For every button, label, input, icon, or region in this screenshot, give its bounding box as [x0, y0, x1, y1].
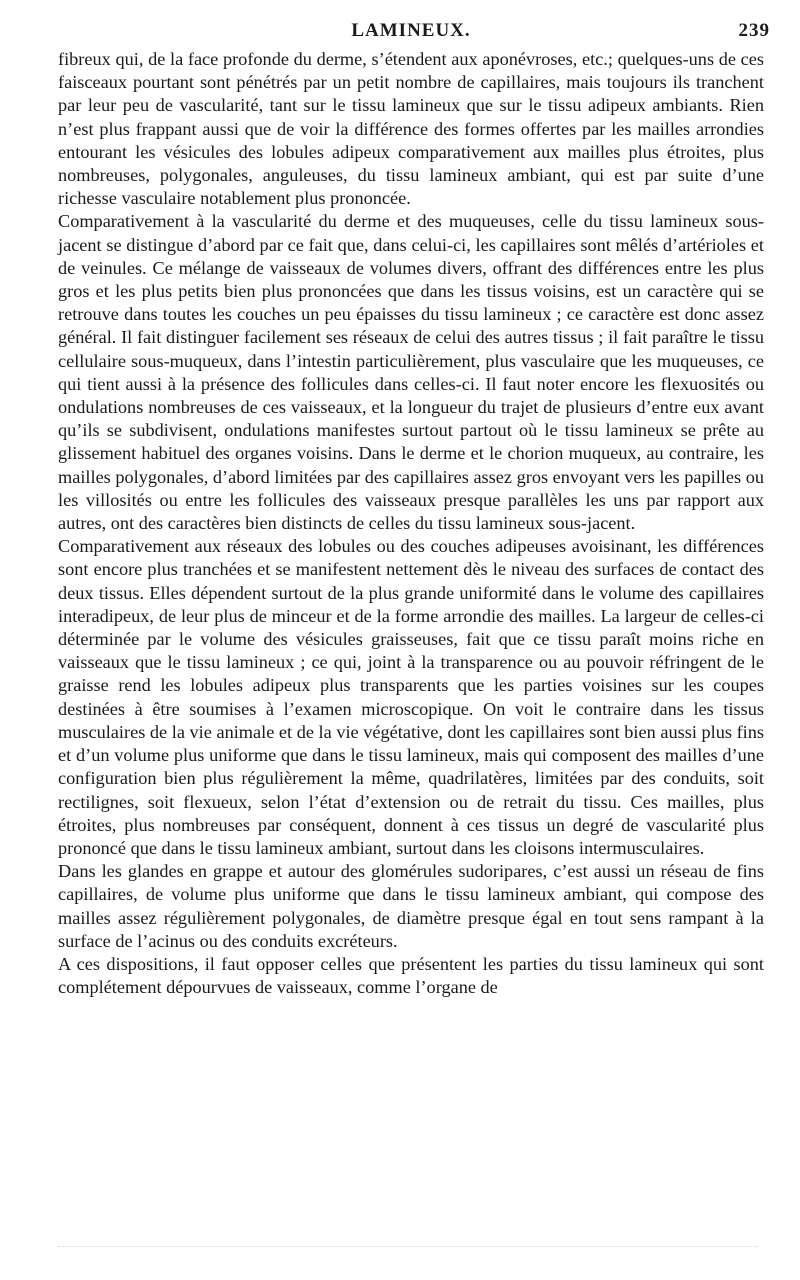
running-title: LAMINEUX.: [351, 20, 471, 41]
paragraph-5: A ces dispositions, il faut opposer celles que présentent les parties du tissu lamineux qui sont complétement dépourvues de vaisseaux, comme l’organe de: [58, 953, 764, 998]
running-head: [58, 18, 770, 48]
paragraph-2: Comparativement à la vascularité du derme et des muqueuses, celle du tissu lamineux sous-jacent se distingue d’abord par ce fait que, dans celui-ci, les capillaires sont mêlés d’artérioles et de veinules. Ce mélange de vaisseaux de volumes divers, offrant des différences entre les plus gros et les plus petits bien plus prononcées que dans les tissus voisins, est un caractère qui se retrouve dans toutes les couches un peu épaisses du tissu lamineux ; ce caractère est donc assez général. Il fait distinguer facilement ses réseaux de celui des autres tissus ; il fait paraître le tissu cellulaire sous-muqueux, dans l’intestin particulièrement, plus vasculaire que les muqueuses, ce qui tient aussi à la présence des follicules dans celles-ci. Il faut noter encore les flexuosités ou ondulations nombreuses de ces vaisseaux, et la longueur du trajet de plusieurs d’entre eux avant qu’ils se subdivisent, ondulations manifestes surtout partout où le tissu lamineux se prête au glissement habituel des organes voisins. Dans le derme et le chorion muqueux, au contraire, les mailles polygonales, d’abord limitées par des capillaires assez gros envoyant vers les papilles ou les villosités ou entre les follicules des vaisseaux presque parallèles les uns par rapport aux autres, ont des caractères bien distincts de celles du tissu lamineux sous-jacent.: [58, 211, 764, 534]
book-page: [58, 18, 770, 999]
page-number: 239: [738, 20, 770, 41]
paragraph-3: Comparativement aux réseaux des lobules ou des couches adipeuses avoisinant, les différences sont encore plus tranchées et se manifestent nettement dès le niveau des surfaces de contact des deux tissus. Elles dépendent surtout de la plus grande uniformité dans le volume des capillaires interadipeux, de leur plus de minceur et de la forme arrondie des mailles. La largeur de celles-ci déterminée par le volume des vésicules graisseuses, fait que ce tissu paraît moins riche en vaisseaux que le tissu lamineux ; ce qui, joint à la transparence ou au pouvoir réfringent de le graisse rend les lobules adipeux plus transparents que les parties voisines sur les coupes destinées à être soumises à l’examen microscopique. On voit le contraire dans les tissus musculaires de la vie animale et de la vie végétative, dont les capillaires sont bien aussi plus fins et d’un volume plus uniforme que dans le tissu lamineux, mais qui composent des mailles d’une configuration bien plus régulièrement la même, quadrilatères, limitées par des conduits, soit rectilignes, soit flexueux, selon l’état d’extension ou de retrait du tissu. Ces mailles, plus étroites, plus nombreuses par conséquent, donnent à ces tissus un degré de vascularité plus prononcé que dans le tissu lamineux ambiant, surtout dans les cloisons intermusculaires.: [58, 536, 764, 858]
paragraph-4: Dans les glandes en grappe et autour des glomérules sudoripares, c’est aussi un réseau de fins capillaires, de volume plus uniforme que dans le tissu lamineux ambiant, qui compose des mailles assez régulièrement polygonales, de diamètre presque égal en tout sens rampant à la surface de l’acinus ou des conduits excréteurs.: [58, 861, 764, 951]
page-bottom-marks: [58, 1246, 758, 1251]
body-text: [58, 48, 764, 999]
paragraph-1: fibreux qui, de la face profonde du derme, s’étendent aux aponévroses, etc.; quelques-uns de ces faisceaux pourtant sont pénétrés par un petit nombre de capillaires, mais toujours ils tranchent par leur peu de vascularité, tant sur le tissu lamineux que sur le tissu adipeux ambiants. Rien n’est plus frappant aussi que de voir la différence des formes offertes par les mailles arrondies entourant les vésicules des lobules adipeux comparativement aux mailles plus étroites, plus nombreuses, polygonales, anguleuses, du tissu lamineux ambiant, qui est par suite d’une richesse vasculaire notablement plus prononcée.: [58, 49, 764, 209]
